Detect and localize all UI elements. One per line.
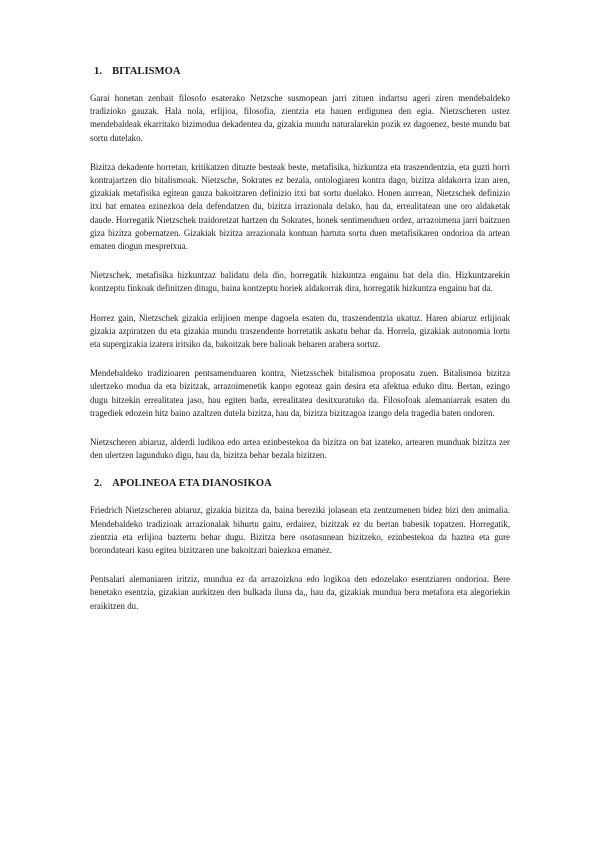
section-title: APOLINEOA ETA DIANOSIKOA [112,478,272,490]
section-heading-bitalismoa [90,66,510,77]
document-body [90,66,510,629]
section-heading-apolineoa [90,478,510,489]
paragraph: Nietzscheren abiaruz, alderdi ludikoa edo artea ezinbestekoa da bizitza on bat izateko, artearen munduak bizitza zer den ulertzen lagunduko digu, hau da, bizitza behar bezala bizitzen. [90,437,510,461]
section-number: 1. [94,66,103,77]
paragraph: Friedrich Nietzscheren abiaruz, gizakia bizitza da, baina bereziki jolasean eta zentzumenen bidez bizi den animalia. Mendebaldeko tradizioak arrazionalak bihurtu gaitu, erdairez, bizitzak ez du bertan babesik topatzen. Horregatik, zientzia eta erlijioa baztertu behar dugu. Bizitza bere osotasunean bizitzeko, ezinbestekoa da haztea eta gure borondateari kasu egitea bizitzaren une bakoitzari baiezkoa emanez. [90,505,510,556]
paragraph: Bizitza dekadente horretan, kritikatzen dituzte besteak beste, metafisika, hizkuntza eta traszendentzia, eta guzti horri kontrajartzen dio bitalismoak. Nietzsche, Sokrates ez bezala, ontologiaren kontra dago, bizitza aldakorra izan aren, gizakiak metafisika egitean gauza bakoitzaren definizio itxi bat sortu duelako. Honen aurrean, Nietzschek definizio itxi bat ematea ezinezkoa dela defendatzen du, bizitza irrazionala delako, hau da, errealitatean une oro aldaketak daude. Horregatik Nietzschek traidoretzat hartzen du Sokrates, honek sentimenduen ordez, arrazoimena jarri baitzuen giza bizitza gobernatzen. Gizakiak bizitza arrazionala kontuan hartuta sortu duen metafisikaren ondorioa da artean ematen diogun mespretxua. [90,161,510,252]
paragraph: Horrez gain, Nietzschek gizakia erlijioen menpe dagoela esaten du, traszendentzia ukatuz. Haren abiaruz erlijioak gizakia azpiratzen du eta gizakia mundu traszendente horretatik askatu behar da. Horrela, gizakiak autonomia lortu eta supergizakia izatera iritsiko da, bakoitzak bere balioak beharen arabera sortuz. [90,312,510,350]
paragraph: Nietzschek, metafisika hizkuntzaz balidatu dela dio, horregatik hizkuntza engainu bat dela dio. Hizkuntzarekin kontzeptu finkoak definitzen ditugu, baina kontzeptu horiek aldakorrak dira, horregatik hizkuntza engainu bat da. [90,270,510,294]
section-number: 2. [94,478,103,490]
section-title: BITALISMOA [112,66,181,77]
paragraph: Mendebaldeko tradizioaren pentsamenduaren kontra, Nietzsschek bitalismoa proposatu zuen. Bitalismoa bizitza ulertzeko modua da eta bizitzak, arrazoimenetik kanpo egoteaz gain desira eta afektua eduko ditu. Bertan, ezingo dugu hitzekin errealitatea jaso, hau egiten bada, errealitatea desitxuratuko da. Filosofoak alemaniarrak esaten du tragediek edozein hitz baino azaltzen dutela bizitza, hau da, bizitza bizitzagoa izango dela tragedia baten ondoren. [90,368,510,418]
paragraph: Pentsalari alemaniaren iritziz, mundua ez da arrazoizkoa edo logikoa den edozelako esentziaren ondorioa. Bere benetako esentzia, gizakian aurkitzen den bulkada iluna da,, hau da, gizakiak mundua bera metafora eta alegoriekin eraikitzen du. [90,574,510,611]
paragraph: Garai honetan zenbait filosofo esaterako Netzsche susmopean jarri zituen indartsu ageri ziren mendebaldeko tradizioko gauzak. Hala nola, erlijioa, filosofia, zientzia eta hauen erdigunea den egia. Nietzscheren ustez mendebaldeak ekarritako bizimodua dekadentea da, gizakia mundu naturalarekin pozik ez dagoenez, beste mundu bat sortu dutelako. [90,93,510,143]
